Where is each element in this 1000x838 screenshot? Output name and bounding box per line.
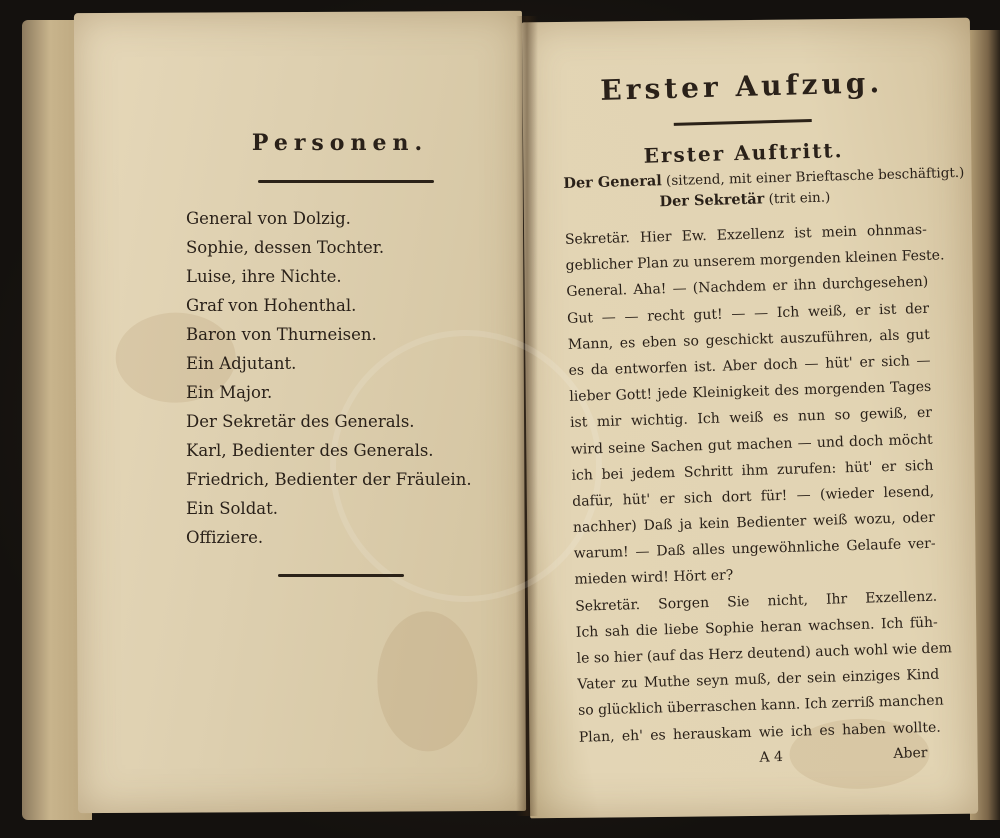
closing-rule [278, 574, 404, 577]
list-item: General von Dolzig. [186, 209, 351, 228]
stage-direction: (sitzend, mit einer Brieftasche beschäftigt.) [665, 164, 965, 190]
persons-list [186, 204, 506, 552]
text-line: nachher) Daß ja kein Bedienter weiß wozu, oder [572, 509, 936, 536]
text-line: geblicher Plan zu unserem morgenden kleinen Feste. [565, 247, 945, 275]
persons-heading: Personen. [251, 130, 429, 156]
character-name: Der Sekretär [659, 190, 765, 211]
text-line: Sekretär. Hier Ew. Exzellenz ist mein ohnmas- [564, 221, 928, 248]
text-line: Gut — — recht gut! — — Ich weiß, er ist der [566, 300, 930, 327]
text-line: Sekretär. Sorgen Sie nicht, Ihr Exzellenz. [574, 588, 938, 615]
text-line: warum! — Daß alles ungewöhnliche Gelaufe ver- [573, 535, 936, 563]
list-item: Luise, ihre Nichte. [186, 267, 342, 286]
character-name: Der General [563, 172, 662, 192]
stage-direction: (trit ein.) [768, 189, 831, 208]
text-line: lieber Gott! jede Kleinigkeit des morgenden Tages [569, 378, 932, 405]
signature-mark: A 4 [759, 748, 784, 766]
text-line: wird seine Sachen gut machen — und doch möcht [570, 431, 933, 458]
text-line: so glücklich überraschen kann. Ich zerriß manchen [577, 692, 944, 720]
text-line: Mann, es eben so geschickt auszuführen, als gut [567, 326, 930, 353]
text-line: es da entworfen ist. Aber doch — hüt' er sich — [568, 352, 931, 379]
list-item: Graf von Hohenthal. [186, 296, 357, 315]
text-line: Ich sah die liebe Sophie heran wachsen. Ich füh- [575, 614, 939, 641]
list-item: Offiziere. [186, 528, 264, 547]
text-line: Vater zu Muthe seyn muß, der sein einziges Kind [577, 666, 940, 693]
text-line: mieden wird! Hört er? [574, 567, 734, 589]
heading-rule [258, 180, 434, 183]
text-line: Plan, eh' es herauskam wie ich es haben wollte. [578, 719, 941, 746]
list-item: Der Sekretär des Generals. [186, 412, 415, 431]
act-title: Erster Aufzug. [599, 65, 884, 107]
text-line: le so hier (auf das Herz deutend) auch wohl wie dem [576, 640, 953, 667]
list-item: Baron von Thurneisen. [186, 325, 377, 344]
list-item: Sophie, dessen Tochter. [186, 238, 385, 257]
foxing-stain [377, 611, 478, 752]
scene-title: Erster Auftritt. [643, 138, 844, 168]
list-item: Ein Adjutant. [186, 354, 297, 373]
list-item: Karl, Bedienter des Generals. [186, 441, 434, 460]
right-page-text [560, 52, 965, 775]
act-rule [674, 119, 812, 126]
text-line: General. Aha! — (Nachdem er ihn durchgesehen) [566, 274, 929, 301]
catchword: Aber [893, 744, 928, 762]
text-line: ich bei jedem Schritt ihm zurufen: hüt' er sich [571, 457, 934, 484]
text-line: ist mir wichtig. Ich weiß es nun so gewiß, er [569, 405, 933, 432]
list-item: Friedrich, Bedienter der Fräulein. [186, 470, 472, 489]
list-item: Ein Soldat. [186, 499, 278, 518]
list-item: Ein Major. [186, 383, 273, 402]
text-line: dafür, hüt' er sich dort für! — (wieder lesend, [572, 483, 935, 510]
dialogue-text [564, 217, 953, 751]
